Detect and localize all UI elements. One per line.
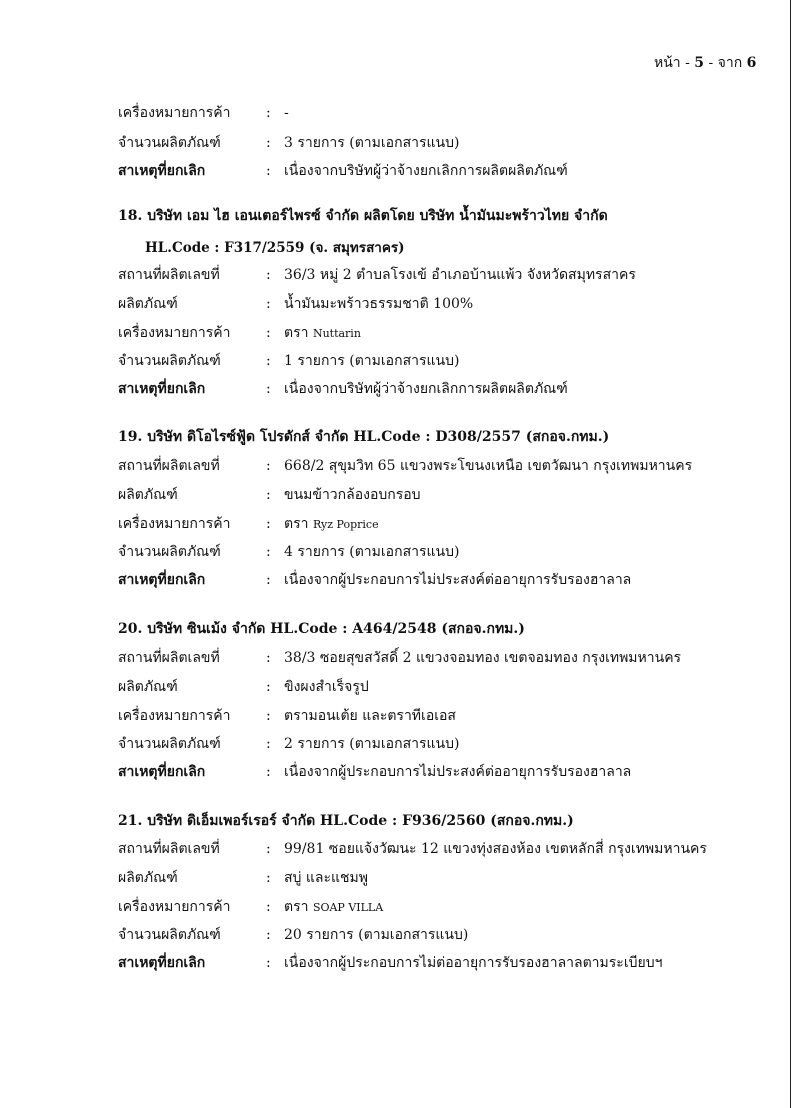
field-colon: :	[266, 899, 271, 915]
field-label: ผลิตภัณฑ์	[118, 870, 178, 886]
field-value	[284, 894, 383, 921]
field-value	[284, 703, 456, 729]
field-label: เครื่องหมายการค้า	[118, 708, 231, 724]
field-colon: :	[266, 458, 271, 474]
page-number-middle: - จาก	[704, 55, 747, 71]
field-colon: :	[266, 325, 271, 341]
field-label: ผลิตภัณฑ์	[118, 679, 178, 695]
field-value: 20 รายการ (ตามเอกสารแนบ)	[284, 927, 469, 943]
field-colon: :	[266, 927, 271, 943]
page-number-current: 5	[694, 55, 705, 71]
field-value: เนื่องจากบริษัทผู้ว่าจ้างยกเลิกการผลิตผลิตภัณฑ์	[284, 163, 568, 179]
field-colon: :	[266, 572, 271, 588]
entry-heading: 18. บริษัท เอม ไฮ เอนเตอร์ไพรซ์ จำกัด ผลิตโดย บริษัท น้ำมันมะพร้าวไทย จำกัด	[118, 208, 608, 224]
entry-heading: 21. บริษัท ดิเอ็มเพอร์เรอร์ จำกัด HL.Code : F936/2560 (สกอจ.กทม.)	[118, 813, 574, 829]
field-label: สถานที่ผลิตเลขที่	[118, 650, 220, 666]
field-value: 668/2 สุขุมวิท 65 แขวงพระโขนงเหนือ เขตวัฒนา กรุงเทพมหานคร	[284, 458, 693, 474]
field-colon: :	[266, 135, 271, 151]
field-label: สาเหตุที่ยกเลิก	[118, 572, 206, 588]
field-value	[284, 511, 379, 538]
field-value: 3 รายการ (ตามเอกสารแนบ)	[284, 135, 460, 151]
field-colon: :	[266, 870, 271, 886]
field-value: 1 รายการ (ตามเอกสารแนบ)	[284, 353, 460, 369]
field-label: จำนวนผลิตภัณฑ์	[118, 544, 221, 560]
trademark-prefix: ตรา	[284, 899, 313, 915]
field-value: 4 รายการ (ตามเอกสารแนบ)	[284, 544, 460, 560]
field-colon: :	[266, 764, 271, 780]
field-colon: :	[266, 955, 271, 971]
field-label: สาเหตุที่ยกเลิก	[118, 163, 206, 179]
trademark-brand: SOAP VILLA	[312, 901, 384, 914]
field-label: สถานที่ผลิตเลขที่	[118, 841, 220, 857]
field-value: 38/3 ซอยสุขสวัสดิ์ 2 แขวงจอมทอง เขตจอมทอง กรุงเทพมหานคร	[284, 650, 682, 666]
field-colon: :	[266, 841, 271, 857]
field-colon: :	[266, 267, 271, 283]
scan-edge-line	[790, 0, 791, 1108]
field-colon: :	[266, 650, 271, 666]
field-colon: :	[266, 679, 271, 695]
field-label: สถานที่ผลิตเลขที่	[118, 267, 220, 283]
field-value: เนื่องจากผู้ประกอบการไม่ต่ออายุการรับรองฮาลาลตามระเบียบฯ	[284, 955, 663, 971]
field-colon: :	[266, 487, 271, 503]
field-value: ขนมข้าวกล้องอบกรอบ	[284, 487, 421, 503]
field-label: จำนวนผลิตภัณฑ์	[118, 736, 221, 752]
field-label: จำนวนผลิตภัณฑ์	[118, 353, 221, 369]
entry-heading: 20. บริษัท ซินเม้ง จำกัด HL.Code : A464/2548 (สกอจ.กทม.)	[118, 621, 525, 637]
field-colon: :	[266, 163, 271, 179]
field-value: เนื่องจากผู้ประกอบการไม่ประสงค์ต่ออายุการรับรองฮาลาล	[284, 764, 632, 780]
field-label: ผลิตภัณฑ์	[118, 487, 178, 503]
field-value: 2 รายการ (ตามเอกสารแนบ)	[284, 736, 460, 752]
field-label: สาเหตุที่ยกเลิก	[118, 381, 206, 397]
field-colon: :	[266, 544, 271, 560]
field-label: เครื่องหมายการค้า	[118, 325, 231, 341]
field-value: ขิงผงสำเร็จรูป	[284, 679, 369, 695]
field-label: ผลิตภัณฑ์	[118, 296, 178, 312]
trademark-prefix: ตรา	[284, 325, 313, 341]
field-value: สบู่ และแชมพู	[284, 870, 368, 886]
trademark-prefix: ตรา	[284, 516, 313, 532]
trademark-brand: ตรามอนเต้ย และตราทีเอเอส	[284, 708, 456, 724]
field-label: จำนวนผลิตภัณฑ์	[118, 927, 221, 943]
entry-hlcode: HL.Code : F317/2559 (จ. สมุทรสาคร)	[145, 240, 405, 256]
field-colon: :	[266, 381, 271, 397]
field-colon: :	[266, 105, 271, 121]
trademark-brand: Ryz Poprice	[312, 518, 379, 531]
page-number-total: 6	[746, 55, 757, 71]
field-value: -	[284, 105, 289, 121]
field-label: เครื่องหมายการค้า	[118, 516, 231, 532]
field-colon: :	[266, 296, 271, 312]
field-label: จำนวนผลิตภัณฑ์	[118, 135, 221, 151]
field-value	[284, 320, 361, 347]
field-label: เครื่องหมายการค้า	[118, 105, 231, 121]
field-colon: :	[266, 516, 271, 532]
page-number-prefix: หน้า -	[654, 55, 695, 71]
field-colon: :	[266, 353, 271, 369]
entry-heading: 19. บริษัท ดิโอไรซ์ฟู้ด โปรดักส์ จำกัด HL.Code : D308/2557 (สกอจ.กทม.)	[118, 429, 610, 445]
field-value: เนื่องจากบริษัทผู้ว่าจ้างยกเลิกการผลิตผลิตภัณฑ์	[284, 381, 568, 397]
page-number	[654, 52, 756, 74]
field-value: น้ำมันมะพร้าวธรรมชาติ 100%	[284, 296, 474, 312]
field-colon: :	[266, 736, 271, 752]
field-colon: :	[266, 708, 271, 724]
field-label: สถานที่ผลิตเลขที่	[118, 458, 220, 474]
field-value: เนื่องจากผู้ประกอบการไม่ประสงค์ต่ออายุการรับรองฮาลาล	[284, 572, 632, 588]
field-label: สาเหตุที่ยกเลิก	[118, 764, 206, 780]
field-label: เครื่องหมายการค้า	[118, 899, 231, 915]
field-label: สาเหตุที่ยกเลิก	[118, 955, 206, 971]
field-value: 99/81 ซอยแจ้งวัฒนะ 12 แขวงทุ่งสองห้อง เขตหลักสี่ กรุงเทพมหานคร	[284, 841, 707, 857]
trademark-brand: Nuttarin	[312, 327, 361, 340]
field-value: 36/3 หมู่ 2 ตำบลโรงเข้ อำเภอบ้านแพ้ว จังหวัดสมุทรสาคร	[284, 267, 636, 283]
